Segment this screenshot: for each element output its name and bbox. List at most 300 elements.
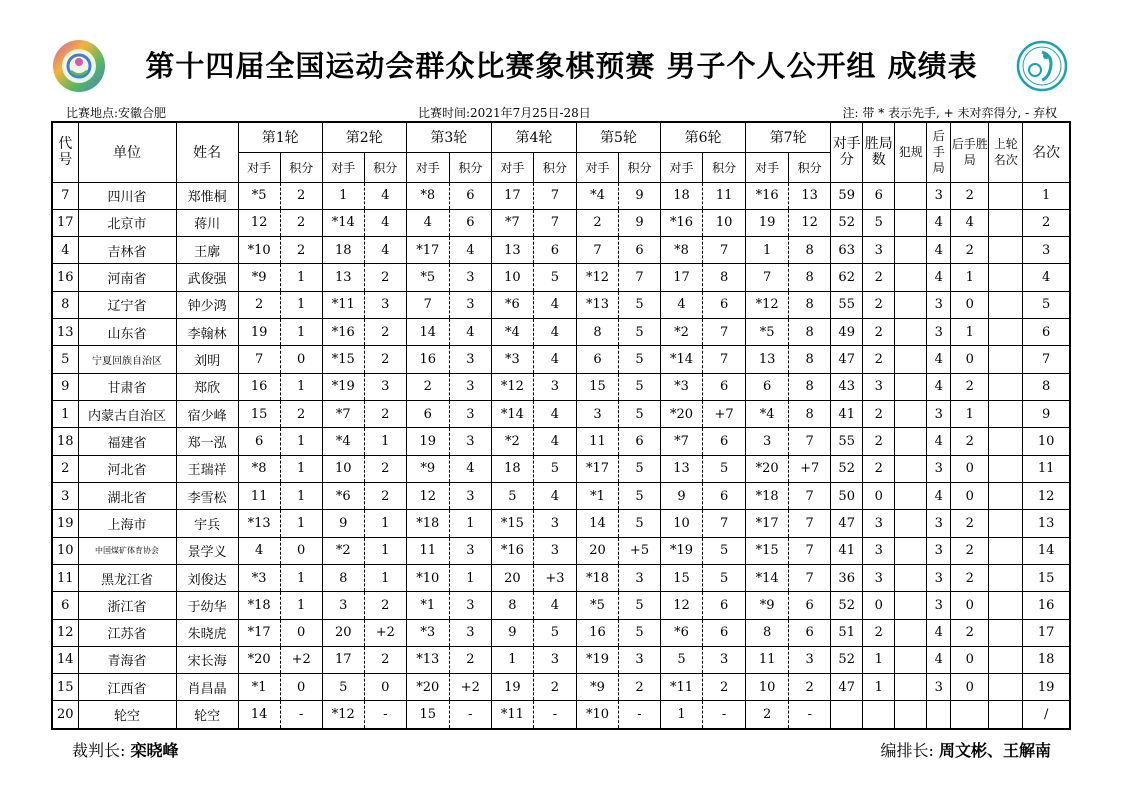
round-score: 3 — [449, 592, 491, 619]
table-row — [52, 264, 1070, 291]
round-opponent: *19 — [576, 646, 618, 673]
last-round-place — [989, 401, 1023, 428]
round-opponent: *2 — [322, 537, 364, 564]
round-score: 2 — [280, 237, 322, 264]
final-rank: 10 — [1023, 428, 1070, 455]
round-score: 8 — [789, 237, 831, 264]
second-games: 3 — [927, 455, 951, 482]
round-opponent: *16 — [746, 182, 789, 209]
round-opponent: 5 — [491, 482, 533, 509]
round-score: 3 — [533, 510, 576, 537]
page-title: 第十四届全国运动会群众比赛象棋预赛 男子个人公开组 成绩表 — [145, 49, 978, 83]
round-opponent: 4 — [406, 209, 449, 236]
player-name: 刘明 — [176, 346, 238, 373]
round-opponent: *18 — [576, 564, 618, 591]
second-games: 4 — [927, 264, 951, 291]
last-round-place — [989, 209, 1023, 236]
round-score: 0 — [280, 674, 322, 701]
round-score: 1 — [280, 319, 322, 346]
second-games: 4 — [927, 482, 951, 509]
table-row — [52, 510, 1070, 537]
round-score: 6 — [533, 237, 576, 264]
round-score: 7 — [789, 428, 831, 455]
round-score: +2 — [449, 674, 491, 701]
wins-count: 2 — [863, 346, 895, 373]
round-opponent: 20 — [322, 619, 364, 646]
round-opponent: 11 — [746, 646, 789, 673]
wins-count: 2 — [863, 291, 895, 318]
player-code: 17 — [52, 209, 78, 236]
final-rank: 15 — [1023, 564, 1070, 591]
round-score: 7 — [789, 510, 831, 537]
round-opponent: 13 — [491, 237, 533, 264]
chief-referee — [72, 738, 179, 761]
wins-count: 3 — [863, 564, 895, 591]
fouls — [895, 619, 927, 646]
round-opponent: *7 — [322, 401, 364, 428]
round-opponent: *10 — [576, 701, 618, 729]
wins-count: 1 — [863, 646, 895, 673]
round-score: 1 — [280, 264, 322, 291]
round-opponent: 6 — [576, 346, 618, 373]
fouls — [895, 646, 927, 673]
round-opponent: 4 — [238, 537, 280, 564]
header-opponent: 对手 — [322, 152, 364, 182]
player-name: 宋长海 — [176, 646, 238, 673]
round-score: 1 — [280, 510, 322, 537]
opponent-score — [831, 701, 863, 729]
last-round-place — [989, 592, 1023, 619]
table-row — [52, 701, 1070, 729]
table-row — [52, 537, 1070, 564]
round-opponent: *5 — [746, 319, 789, 346]
second-wins: 2 — [951, 428, 989, 455]
final-rank: 4 — [1023, 264, 1070, 291]
round-opponent: 6 — [406, 401, 449, 428]
table-row — [52, 674, 1070, 701]
round-score: 7 — [618, 264, 660, 291]
round-score: 1 — [364, 537, 406, 564]
round-opponent: *14 — [661, 346, 703, 373]
round-score: 1 — [280, 291, 322, 318]
fouls — [895, 264, 927, 291]
header-last-round-place: 上轮名次 — [989, 122, 1023, 182]
round-opponent: *2 — [491, 428, 533, 455]
header-score: 积分 — [449, 152, 491, 182]
table-row — [52, 646, 1070, 673]
round-opponent: *4 — [576, 182, 618, 209]
round-score: 12 — [789, 209, 831, 236]
round-opponent: 17 — [661, 264, 703, 291]
round-opponent: 6 — [746, 373, 789, 400]
second-games: 3 — [927, 401, 951, 428]
header-name: 姓名 — [176, 122, 238, 182]
final-rank: 9 — [1023, 401, 1070, 428]
round-opponent: *17 — [576, 455, 618, 482]
round-score: 5 — [618, 592, 660, 619]
wins-count: 2 — [863, 319, 895, 346]
table-row — [52, 428, 1070, 455]
second-wins: 2 — [951, 237, 989, 264]
round-opponent: 18 — [322, 237, 364, 264]
wins-count: 0 — [863, 482, 895, 509]
round-opponent: 16 — [238, 373, 280, 400]
table-row — [52, 209, 1070, 236]
round-opponent: 17 — [491, 182, 533, 209]
second-wins: 0 — [951, 482, 989, 509]
second-games: 4 — [927, 428, 951, 455]
round-score: 3 — [618, 646, 660, 673]
round-score: 2 — [364, 346, 406, 373]
last-round-place — [989, 564, 1023, 591]
round-score: 5 — [618, 319, 660, 346]
chief-arranger — [881, 738, 1052, 761]
round-score: 4 — [364, 209, 406, 236]
round-score: 8 — [789, 346, 831, 373]
second-wins: 0 — [951, 674, 989, 701]
second-wins: 0 — [951, 646, 989, 673]
header-score: 积分 — [703, 152, 746, 182]
header-rank: 名次 — [1023, 122, 1070, 182]
last-round-place — [989, 510, 1023, 537]
player-code: 7 — [52, 182, 78, 209]
round-score: 5 — [618, 619, 660, 646]
round-opponent: *18 — [238, 592, 280, 619]
round-score: 5 — [703, 537, 746, 564]
round-score: +2 — [280, 646, 322, 673]
round-opponent: *14 — [322, 209, 364, 236]
second-wins: 2 — [951, 510, 989, 537]
header-fouls: 犯规 — [895, 122, 927, 182]
legend-note: 注: 带 * 表示先手, + 未对弈得分, - 弃权 — [842, 106, 1057, 120]
round-score: 4 — [449, 237, 491, 264]
round-opponent: *7 — [661, 428, 703, 455]
round-opponent: 15 — [238, 401, 280, 428]
round-score: 0 — [280, 537, 322, 564]
round-opponent: *4 — [491, 319, 533, 346]
fouls — [895, 455, 927, 482]
header-opponent: 对手 — [746, 152, 789, 182]
round-opponent: 3 — [322, 592, 364, 619]
second-wins: 2 — [951, 373, 989, 400]
round-score: +7 — [789, 455, 831, 482]
round-score: 7 — [703, 237, 746, 264]
round-opponent: *8 — [238, 455, 280, 482]
round-score: - — [533, 701, 576, 729]
second-wins: 2 — [951, 619, 989, 646]
table-row — [52, 291, 1070, 318]
round-opponent: 14 — [406, 319, 449, 346]
round-opponent: 6 — [238, 428, 280, 455]
second-wins: 2 — [951, 564, 989, 591]
final-rank: 19 — [1023, 674, 1070, 701]
round-opponent: 10 — [491, 264, 533, 291]
player-unit: 浙江省 — [78, 592, 176, 619]
player-code: 15 — [52, 674, 78, 701]
round-opponent: 18 — [491, 455, 533, 482]
round-score: 3 — [449, 428, 491, 455]
final-rank: 18 — [1023, 646, 1070, 673]
round-score: 11 — [703, 182, 746, 209]
fouls — [895, 674, 927, 701]
wins-count — [863, 701, 895, 729]
player-code: 14 — [52, 646, 78, 673]
round-opponent: 15 — [661, 564, 703, 591]
last-round-place — [989, 291, 1023, 318]
round-score: 2 — [364, 646, 406, 673]
round-opponent: 17 — [322, 646, 364, 673]
round-opponent: 9 — [491, 619, 533, 646]
round-score: 6 — [449, 182, 491, 209]
header-opponent: 对手 — [661, 152, 703, 182]
round-score: 4 — [449, 319, 491, 346]
round-opponent: 2 — [406, 373, 449, 400]
round-score: 1 — [280, 455, 322, 482]
opponent-score: 47 — [831, 510, 863, 537]
round-score: 2 — [364, 455, 406, 482]
player-code: 13 — [52, 319, 78, 346]
round-opponent: 20 — [576, 537, 618, 564]
round-score: 2 — [364, 401, 406, 428]
final-rank: 17 — [1023, 619, 1070, 646]
round-opponent: 13 — [661, 455, 703, 482]
round-score: 3 — [449, 619, 491, 646]
round-opponent: 8 — [491, 592, 533, 619]
round-score: 4 — [533, 428, 576, 455]
wins-count: 2 — [863, 619, 895, 646]
round-score: 3 — [703, 646, 746, 673]
round-score: 7 — [789, 482, 831, 509]
round-score: 3 — [449, 537, 491, 564]
round-opponent: 12 — [406, 482, 449, 509]
round-opponent: 9 — [661, 482, 703, 509]
player-name: 王廓 — [176, 237, 238, 264]
round-score: 1 — [449, 510, 491, 537]
fouls — [895, 428, 927, 455]
last-round-place — [989, 237, 1023, 264]
round-score: 7 — [789, 564, 831, 591]
wins-count: 3 — [863, 237, 895, 264]
round-score: 1 — [364, 428, 406, 455]
header-opp-score: 对手分 — [831, 122, 863, 182]
header-opponent: 对手 — [406, 152, 449, 182]
round-score: 3 — [449, 291, 491, 318]
round-score: 8 — [789, 319, 831, 346]
round-opponent: 19 — [406, 428, 449, 455]
round-score: 8 — [789, 373, 831, 400]
round-score: 6 — [789, 619, 831, 646]
fouls — [895, 510, 927, 537]
final-rank: 14 — [1023, 537, 1070, 564]
header-score: 积分 — [789, 152, 831, 182]
round-opponent: 8 — [576, 319, 618, 346]
round-score: 1 — [280, 482, 322, 509]
last-round-place — [989, 701, 1023, 729]
player-unit: 河北省 — [78, 455, 176, 482]
wins-count: 6 — [863, 182, 895, 209]
wins-count: 2 — [863, 401, 895, 428]
round-score: 2 — [280, 182, 322, 209]
final-rank: 12 — [1023, 482, 1070, 509]
player-code: 19 — [52, 510, 78, 537]
player-name: 王瑞祥 — [176, 455, 238, 482]
chief-arranger-label: 编排长: — [880, 741, 939, 760]
opponent-score: 51 — [831, 619, 863, 646]
final-rank: 16 — [1023, 592, 1070, 619]
table-row — [52, 373, 1070, 400]
round-opponent: *18 — [406, 510, 449, 537]
last-round-place — [989, 346, 1023, 373]
round-opponent: *3 — [491, 346, 533, 373]
round-score: 0 — [280, 346, 322, 373]
header-second-games: 后手局 — [927, 122, 951, 182]
final-rank: 13 — [1023, 510, 1070, 537]
round-opponent: *19 — [661, 537, 703, 564]
player-name: 肖昌晶 — [176, 674, 238, 701]
second-games — [927, 701, 951, 729]
round-opponent: *5 — [406, 264, 449, 291]
last-round-place — [989, 482, 1023, 509]
round-score: +7 — [703, 401, 746, 428]
round-opponent: 13 — [322, 264, 364, 291]
player-code: 6 — [52, 592, 78, 619]
header-opponent: 对手 — [238, 152, 280, 182]
header-round: 第2轮 — [322, 122, 406, 152]
round-score: 4 — [364, 237, 406, 264]
round-opponent: 14 — [576, 510, 618, 537]
second-games: 3 — [927, 592, 951, 619]
second-games: 3 — [927, 674, 951, 701]
round-opponent: *11 — [661, 674, 703, 701]
second-wins: 0 — [951, 592, 989, 619]
player-code: 8 — [52, 291, 78, 318]
round-opponent: *1 — [576, 482, 618, 509]
round-score: 3 — [533, 373, 576, 400]
round-opponent: 5 — [661, 646, 703, 673]
opponent-score: 41 — [831, 537, 863, 564]
round-opponent: *8 — [406, 182, 449, 209]
player-unit: 吉林省 — [78, 237, 176, 264]
round-score: 5 — [618, 401, 660, 428]
round-score: +3 — [533, 564, 576, 591]
round-score: 2 — [618, 674, 660, 701]
round-score: 13 — [789, 182, 831, 209]
header-second-wins: 后手胜局 — [951, 122, 989, 182]
round-score: - — [364, 701, 406, 729]
player-unit: 黑龙江省 — [78, 564, 176, 591]
round-opponent: *17 — [406, 237, 449, 264]
second-wins: 2 — [951, 537, 989, 564]
opponent-score: 49 — [831, 319, 863, 346]
round-opponent: *16 — [661, 209, 703, 236]
round-opponent: *14 — [746, 564, 789, 591]
fouls — [895, 291, 927, 318]
round-score: 1 — [449, 564, 491, 591]
round-opponent: *12 — [576, 264, 618, 291]
round-opponent: 3 — [746, 428, 789, 455]
fouls — [895, 373, 927, 400]
last-round-place — [989, 319, 1023, 346]
round-opponent: 18 — [661, 182, 703, 209]
round-score: 1 — [280, 373, 322, 400]
round-score: 8 — [789, 264, 831, 291]
round-score: 6 — [618, 428, 660, 455]
opponent-score: 52 — [831, 209, 863, 236]
table-row — [52, 619, 1070, 646]
final-rank: 3 — [1023, 237, 1070, 264]
table-row — [52, 401, 1070, 428]
round-opponent: *10 — [238, 237, 280, 264]
second-wins: 1 — [951, 401, 989, 428]
player-code: 2 — [52, 455, 78, 482]
round-score: 2 — [364, 264, 406, 291]
final-rank: 1 — [1023, 182, 1070, 209]
opponent-score: 62 — [831, 264, 863, 291]
round-opponent: *3 — [406, 619, 449, 646]
player-code: 3 — [52, 482, 78, 509]
round-score: 3 — [449, 346, 491, 373]
player-unit: 辽宁省 — [78, 291, 176, 318]
round-opponent: *15 — [491, 510, 533, 537]
round-opponent: *6 — [491, 291, 533, 318]
round-score: 2 — [449, 646, 491, 673]
round-score: 4 — [364, 182, 406, 209]
header-opponent: 对手 — [491, 152, 533, 182]
round-opponent: *20 — [661, 401, 703, 428]
round-opponent: 14 — [238, 701, 280, 729]
round-score: 5 — [618, 346, 660, 373]
opponent-score: 52 — [831, 592, 863, 619]
player-unit: 河南省 — [78, 264, 176, 291]
final-rank: 11 — [1023, 455, 1070, 482]
second-games: 4 — [927, 346, 951, 373]
player-unit: 青海省 — [78, 646, 176, 673]
round-score: 6 — [703, 619, 746, 646]
wins-count: 5 — [863, 209, 895, 236]
match-time: 比赛时间:2021年7月25日-28日 — [418, 106, 591, 120]
round-opponent: *12 — [322, 701, 364, 729]
round-score: +2 — [364, 619, 406, 646]
round-opponent: *20 — [406, 674, 449, 701]
round-opponent: 1 — [322, 182, 364, 209]
round-opponent: 11 — [238, 482, 280, 509]
player-unit: 四川省 — [78, 182, 176, 209]
final-rank: 7 — [1023, 346, 1070, 373]
round-opponent: 12 — [661, 592, 703, 619]
second-games: 4 — [927, 209, 951, 236]
round-score: 9 — [618, 182, 660, 209]
round-opponent: *19 — [322, 373, 364, 400]
round-score: - — [449, 701, 491, 729]
round-opponent: 8 — [322, 564, 364, 591]
header-round: 第6轮 — [661, 122, 746, 152]
fouls — [895, 564, 927, 591]
table-row — [52, 592, 1070, 619]
second-games: 3 — [927, 510, 951, 537]
opponent-score: 52 — [831, 646, 863, 673]
second-wins: 4 — [951, 209, 989, 236]
round-score: 2 — [703, 674, 746, 701]
round-score: 4 — [533, 401, 576, 428]
round-opponent: *4 — [746, 401, 789, 428]
player-code: 10 — [52, 537, 78, 564]
second-games: 3 — [927, 537, 951, 564]
round-opponent: *15 — [746, 537, 789, 564]
round-opponent: *2 — [661, 319, 703, 346]
table-row — [52, 564, 1070, 591]
header-score: 积分 — [280, 152, 322, 182]
round-score: 4 — [533, 291, 576, 318]
